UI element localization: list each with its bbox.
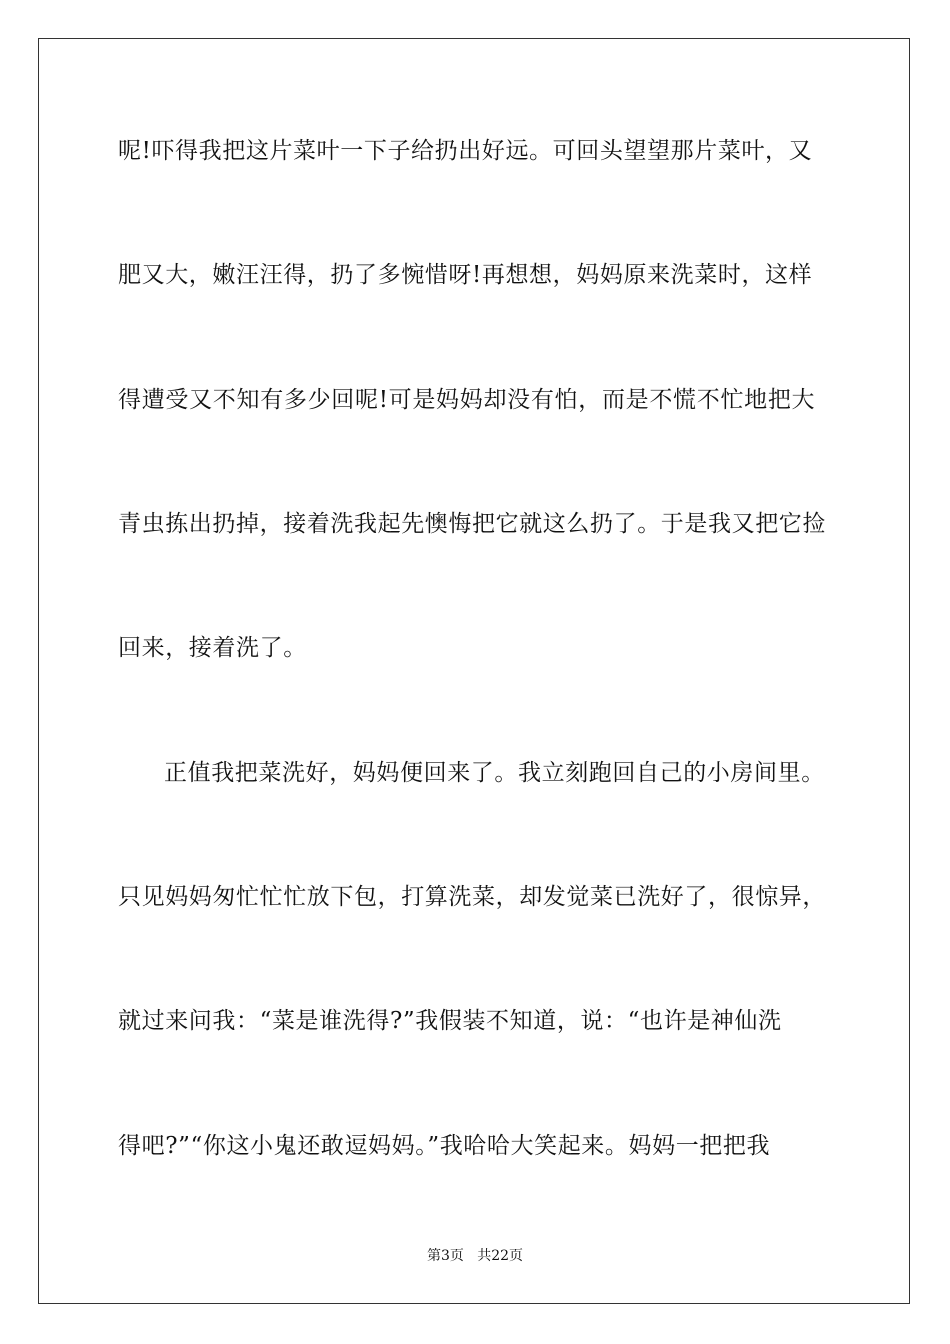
- text-line: 肥又大，嫩汪汪得，扔了多惋惜呀!再想想，妈妈原来洗菜时，这样: [118, 262, 813, 288]
- text-line: 呢!吓得我把这片菜叶一下子给扔出好远。可回头望望那片菜叶，又: [118, 138, 813, 164]
- page-number-footer: 第3页 共22页: [426, 1248, 524, 1264]
- paragraph-start-line: 正值我把菜洗好，妈妈便回来了。我立刻跑回自己的小房间里。: [164, 760, 825, 786]
- text-line: 就过来问我：“菜是谁洗得?”我假装不知道，说：“也许是神仙洗: [118, 1008, 782, 1034]
- text-line: 回来，接着洗了。: [118, 635, 307, 661]
- text-line: 青虫拣出扔掉，接着洗我起先懊悔把它就这么扔了。于是我又把它捡: [118, 511, 826, 537]
- page-border: [38, 38, 910, 1304]
- text-line: 只见妈妈匆忙忙忙放下包，打算洗菜，却发觉菜已洗好了，很惊异，: [118, 884, 826, 910]
- text-line: 得吧?”“你这小鬼还敢逗妈妈。”我哈哈大笑起来。妈妈一把把我: [118, 1133, 771, 1159]
- text-line: 得遭受又不知有多少回呢!可是妈妈却没有怕，而是不慌不忙地把大: [118, 387, 816, 413]
